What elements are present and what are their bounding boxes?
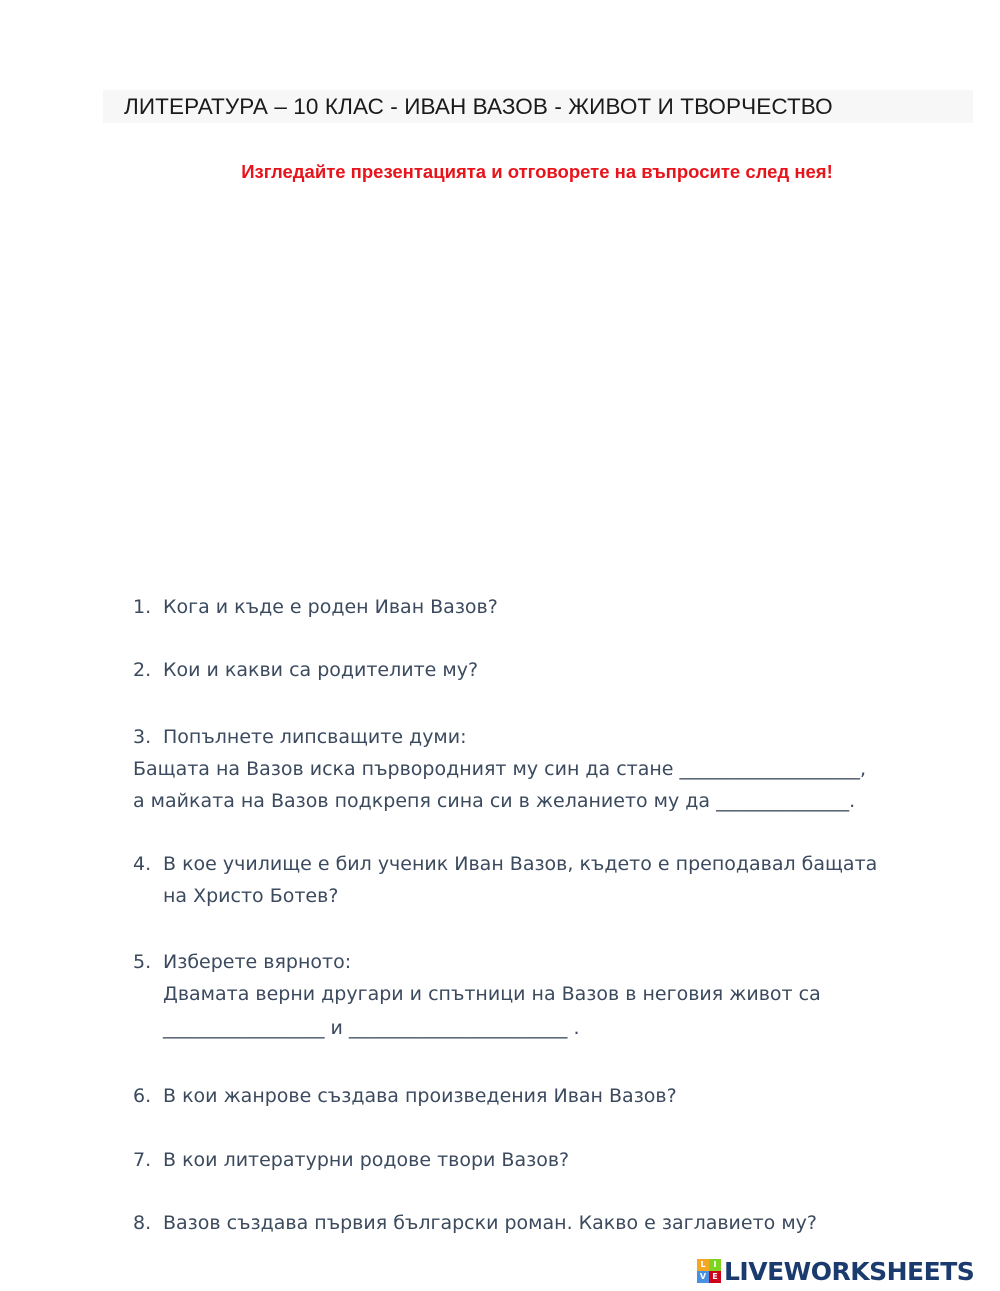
logo-text: LIVEWORKSHEETS [724, 1256, 975, 1286]
question-number: 2. [133, 659, 152, 681]
fill-in-blanks: _________________ и _______________________ . [163, 1017, 580, 1039]
logo-tile: V [697, 1271, 709, 1283]
logo-tile: L [697, 1259, 709, 1271]
question-number: 1. [133, 596, 152, 618]
question-number: 4. [133, 853, 152, 875]
question-number: 7. [133, 1149, 152, 1171]
question-text-continued: Двамата верни другари и спътници на Вазов в неговия живот са [163, 983, 821, 1005]
question-text: Вазов създава първия български роман. Какво е заглавието му? [163, 1212, 817, 1234]
question-text: В кои литературни родове твори Вазов? [163, 1149, 570, 1171]
logo-tile: I [709, 1259, 721, 1271]
logo-mark-icon [697, 1259, 721, 1283]
question-text: Кои и какви са родителите му? [163, 659, 479, 681]
question-text: В кои жанрове създава произведения Иван Вазов? [163, 1085, 677, 1107]
logo-tile: E [709, 1271, 721, 1283]
question-text-continued: на Христо Ботев? [163, 885, 339, 907]
question-number: 3. [133, 726, 152, 748]
question-text: Попълнете липсващите думи: [163, 726, 467, 748]
fill-in-sentence: а майката на Вазов подкрепя сина си в желанието му да ______________. [133, 790, 856, 812]
question-text: Изберете вярното: [163, 951, 352, 973]
question-text: Кога и къде е роден Иван Вазов? [163, 596, 498, 618]
question-number: 5. [133, 951, 152, 973]
fill-in-sentence: Бащата на Вазов иска първородният му син да стане ___________________, [133, 758, 867, 780]
question-text: В кое училище е бил ученик Иван Вазов, където е преподавал бащата [163, 853, 878, 875]
page-title: ЛИТЕРАТУРА – 10 КЛАС - ИВАН ВАЗОВ - ЖИВОТ И ТВОРЧЕСТВО [124, 94, 833, 119]
question-number: 8. [133, 1212, 152, 1234]
liveworksheets-logo [697, 1255, 974, 1287]
instruction-text: Изгледайте презентацията и отговорете на въпросите след нея! [241, 161, 833, 182]
question-number: 6. [133, 1085, 152, 1107]
